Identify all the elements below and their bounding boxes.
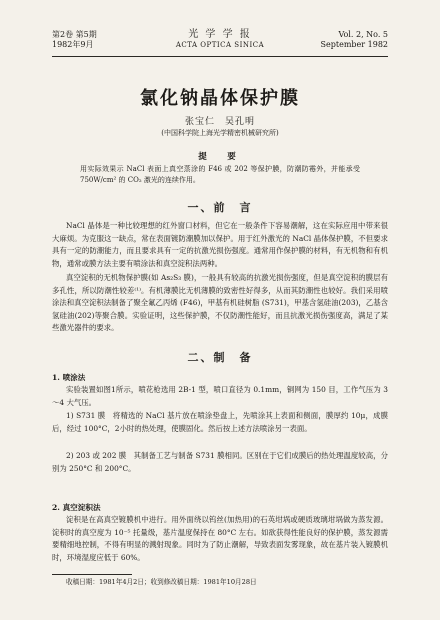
subsection-heading-vacuum: 2. 真空淀积法 (52, 503, 101, 512)
section-heading-introduction: 一、前 言 (187, 201, 253, 214)
running-header (52, 30, 388, 54)
spray-method-paragraph: 实验装置如图1所示，喷花枪选用 2B-1 型，喷口直径为 0.1mm，铜网为 150 目，工作气压为 3～4 大气压。 (52, 385, 388, 407)
journal-name-en: ACTA OPTICA SINICA (175, 41, 265, 49)
vacuum-deposition-paragraph: 淀积是在高真空镀膜机中进行。用外面绕以钨丝(加热用)的石英坩埚或硬质玻璃坩埚做为蒸发源。淀积时的真空度为 10⁻⁵ 托量级，基片温度保持在 80°C 左右。如欲获得性能良好的保护膜，蒸发源需要精细地控制，不得有明显的溅射现象。同时为了防止潮解，导致表面发雾现象，故在基片装入镀膜机时，环境湿度应低于 60%。 (52, 515, 388, 562)
article-title: 氯化钠晶体保护膜 (140, 88, 300, 109)
article-authors: 张宝仁 吴孔明 (184, 117, 255, 127)
author-affiliation: (中国科学院上海光学精密机械研究所) (161, 129, 279, 137)
abstract-text: 用实际效果示 NaCl 表面上真空蒸涂的 F46 或 202 等保护膜，防潮防霉外，并能承受750W/cm² 的 CO₂ 激光的连续作用。 (80, 165, 360, 184)
received-date-footnote: 收稿日期：1981年4月2日；收到修改稿日期：1981年10月28日 (66, 578, 257, 586)
issue-date: 1982年9月 (52, 40, 94, 49)
footnote-divider (52, 574, 132, 575)
abstract-heading: 提 要 (198, 152, 242, 162)
volume-number-en: Vol. 2, No. 5 (338, 30, 388, 39)
intro-paragraph-2: 真空淀积的无机物保护膜(如 As₂S₃ 膜)，一般具有较高的抗激光损伤强度，但是真空淀积的膜层有多孔性，所以防潮性较差⁽¹⁾。有机薄膜比无机薄膜的致密性好得多，从而其防潮性也较好。我们采用喷涂法和真空淀积法制备了聚全氟乙丙烯 (F46)，甲基有机硅树脂 (S731)，甲基含氢硅油(203)，乙基含氢硅油(202)等聚合膜。实验证明，这些保护膜，不仅防潮性能好，而且抗激光损伤强度高，满足了某些激光器件的要求。 (52, 273, 388, 333)
header-divider (52, 56, 388, 57)
volume-issue: 第2卷 第5期 (52, 30, 97, 39)
journal-name-zh: 光 学 学 报 (188, 29, 252, 40)
subsection-heading-spray: 1. 喷涂法 (52, 373, 86, 382)
volume-info-en (321, 30, 388, 50)
issue-date-en: September 1982 (320, 40, 388, 49)
section-heading-preparation: 二、制 备 (187, 351, 253, 364)
intro-paragraph-1: NaCl 晶体是一种比较理想的红外窗口材料，但它在一般条件下容易潮解，这在实际应用中带来很大麻烦。为克服这一缺点，常在表面镀防潮膜加以保护。用于红外激光的 NaCl 晶体保护膜，不但要求具有一定的防潮能力，而且要求具有一定的抗激光损伤强度。通常用作保护膜的材料，有无机物和有机物，通常或膜方法主要有喷涂法和真空淀积法两种。 (52, 221, 388, 268)
s731-film-paragraph: 1) S731 膜 将精选的 NaCl 基片放在喷涂垫盘上，先喷涂其上表面和侧面，膜厚约 10μ，成膜后，经过 100°C，2小时的热处理，使膜固化。然后按上述方法喷涂另一表面。 (52, 411, 388, 433)
film-203-202-paragraph: 2) 203 或 202 膜 其制备工艺与制备 S731 膜相同。区别在于它们成膜后的热处理温度较高，分别为 250°C 和 200°C。 (52, 451, 388, 473)
